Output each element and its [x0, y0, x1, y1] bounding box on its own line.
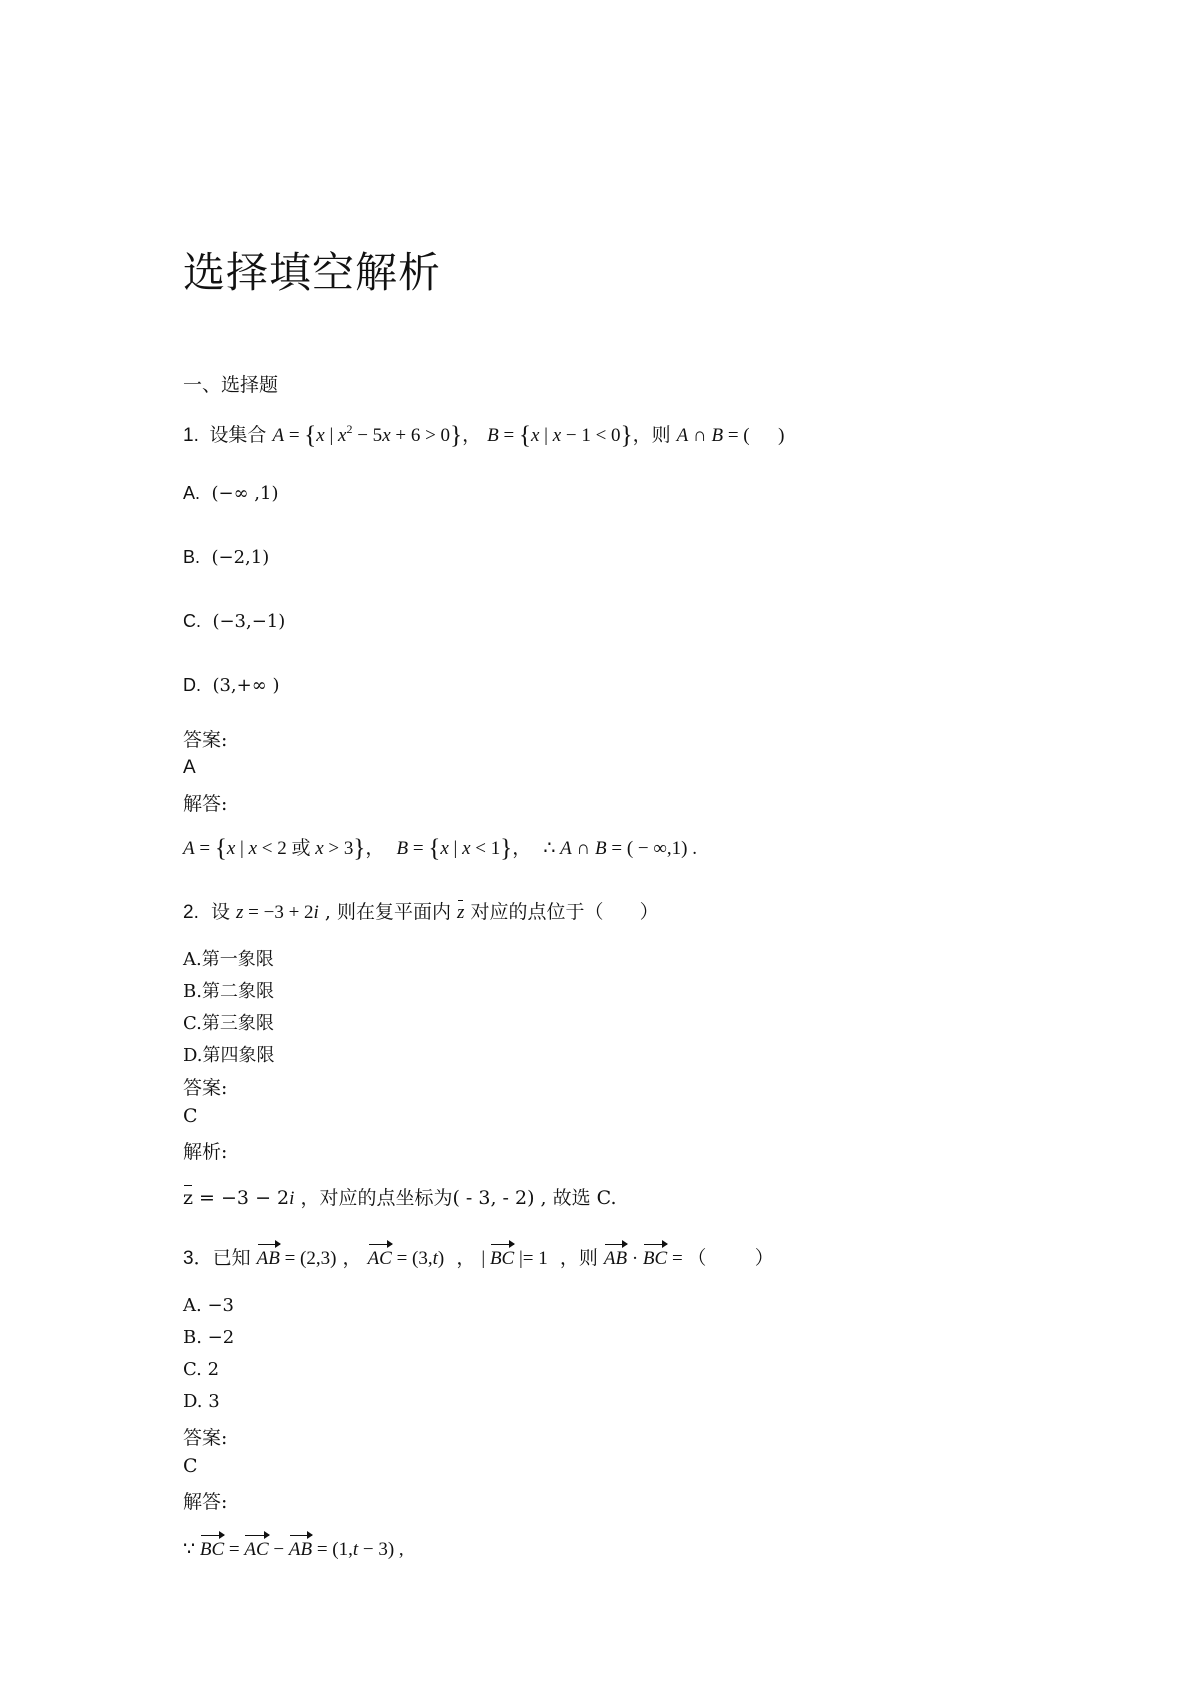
q1-set-b: B = {x | x − 1 < 0}	[487, 422, 633, 449]
q3-option-b: B. −2	[183, 1327, 235, 1348]
section-heading: 一、选择题	[183, 374, 279, 396]
q3-option-d: D. 3	[183, 1391, 220, 1412]
q1-intersection: A ∩ B = ( )	[676, 425, 785, 446]
q3-option-a: A. −3	[183, 1295, 234, 1316]
q1-answer-label: 答案:	[183, 729, 228, 751]
q1-solution: A = {x | x < 2 或 x > 3}， B = {x | x < 1}， ∴ A ∩ B = ( − ∞,1) .	[183, 835, 697, 862]
q3-option-c: C. 2	[183, 1359, 220, 1380]
q1-option-b: B. (−2,1)	[183, 547, 270, 568]
q1-set-a: A = {x | $x^2 - 5x + 6 > 0$}	[272, 422, 463, 449]
page-title: 选择填空解析	[183, 248, 442, 297]
q3-solution-label: 解答:	[183, 1491, 228, 1513]
q1-answer: A	[183, 757, 196, 778]
q2-option-d: D.第四象限	[183, 1045, 275, 1066]
question-3-stem: 3．已知 AB = (2,3) ， AC = (3,t) ， | BC |= 1 ，则 AB · BC = （ ）	[183, 1247, 774, 1269]
q2-solution-label: 解析:	[183, 1141, 228, 1163]
question-2-stem: 2. 设 z = −3 + 2i , 则在复平面内 z 对应的点位于（ ）	[183, 901, 659, 923]
q2-answer: C	[183, 1105, 198, 1127]
q2-solution: z = −3 − 2i ，对应的点坐标为( - 3, - 2) , 故选 C.	[183, 1187, 617, 1209]
q1-option-a: A. (−∞ ,1)	[183, 483, 279, 504]
q2-option-b: B.第二象限	[183, 981, 274, 1002]
q2-option-a: A.第一象限	[183, 949, 274, 970]
q2-answer-label: 答案:	[183, 1077, 228, 1099]
question-1-stem: 1. 设集合 A = {x | $x^2 - 5x + 6 > 0$}， B = {x | x − 1 < 0}，则 A ∩ B = ( )	[183, 422, 785, 449]
q2-option-c: C.第三象限	[183, 1013, 274, 1034]
q1-number: 1.	[183, 425, 210, 446]
q3-solution: ∵ BC = AC − AB = (1,t − 3) ,	[183, 1539, 404, 1560]
q3-answer: C	[183, 1455, 198, 1477]
q1-option-c: C. (−3,−1)	[183, 611, 286, 632]
q1-solution-label: 解答:	[183, 793, 228, 815]
q3-answer-label: 答案:	[183, 1427, 228, 1449]
q1-option-d: D. (3,+∞ )	[183, 675, 280, 696]
